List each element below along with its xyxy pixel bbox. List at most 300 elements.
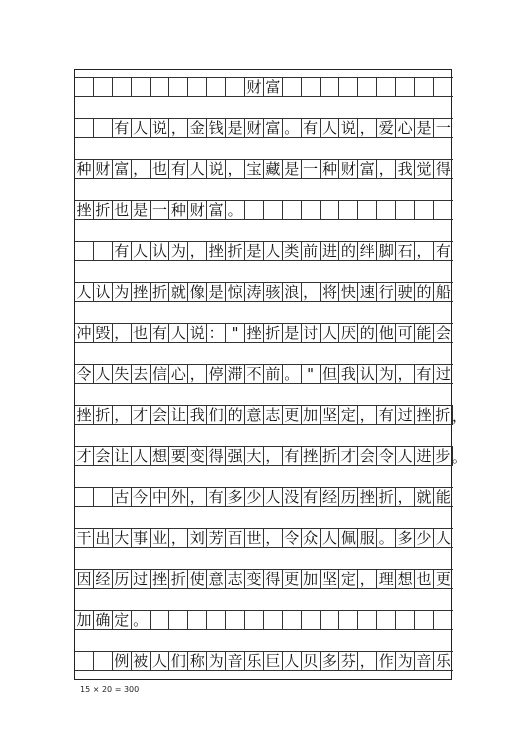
grid-cell: ： (207, 323, 226, 343)
grid-cell: 被 (132, 651, 151, 671)
grid-cell: 脚 (377, 241, 396, 261)
grid-cell: 我 (188, 405, 207, 425)
text-row (75, 569, 453, 589)
grid-cell (264, 200, 283, 220)
grid-cell: 挫 (207, 241, 226, 261)
grid-cell: ， (358, 405, 377, 425)
grid-cell: 音 (226, 651, 245, 671)
text-row (75, 405, 468, 425)
grid-cell: 历 (113, 569, 132, 589)
grid-cell: 我 (396, 159, 415, 179)
grid-cell: ， (169, 528, 188, 548)
grid-cell: 折 (264, 323, 283, 343)
grid-cell: 得 (264, 569, 283, 589)
grid-cell (283, 200, 302, 220)
grid-cell: 众 (302, 528, 321, 548)
grid-cell: 一 (435, 118, 451, 137)
grid-cell: 有 (435, 241, 451, 260)
grid-cell: 挫 (358, 487, 377, 507)
grid-cell: 认 (358, 364, 377, 384)
grid-cell: 作 (377, 651, 396, 671)
grid-cell (396, 77, 415, 97)
grid-cell (264, 610, 283, 630)
grid-cell: 有 (169, 159, 188, 179)
grid-cell: ， (358, 569, 377, 589)
grid-cell: 惊 (226, 282, 245, 302)
grid-cell: 富 (113, 159, 132, 179)
grid-cell: 刘 (188, 528, 207, 548)
grid-cell (75, 651, 94, 671)
grid-cell: 确 (94, 610, 113, 630)
grid-cell: 滞 (226, 364, 245, 384)
grid-cell: 富 (264, 118, 283, 138)
grid-cell: 财 (245, 77, 264, 97)
grid-cell: 失 (113, 364, 132, 384)
grid-cell (415, 610, 434, 630)
grid-cell: 服 (358, 528, 377, 548)
grid-cell (132, 77, 151, 97)
overflow-punctuation: 。 (452, 447, 468, 466)
grid-cell: 的 (415, 282, 434, 302)
grid-cell: 古 (113, 487, 132, 507)
text-row (75, 446, 468, 466)
grid-cell: 前 (302, 241, 321, 261)
grid-cell: ， (415, 241, 434, 261)
grid-cell (226, 77, 245, 97)
grid-cell: 少 (415, 528, 434, 548)
grid-cell (377, 610, 396, 630)
grid-cell: 是 (132, 200, 151, 220)
grid-cell: 讨 (302, 323, 321, 343)
grid-cell: 也 (151, 159, 170, 179)
grid-cell: 认 (151, 241, 170, 261)
grid-cell: 得 (207, 446, 226, 466)
grid-cell: 更 (435, 569, 451, 588)
grid-cell: 财 (245, 118, 264, 138)
grid-cell: 折 (169, 569, 188, 589)
grid-cell: 骇 (264, 282, 283, 302)
grid-cell: 芬 (339, 651, 358, 671)
grid-cell: " (302, 364, 321, 384)
grid-cell (321, 77, 340, 97)
grid-cell: ， (132, 159, 151, 179)
grid-cell (321, 200, 340, 220)
grid-cell: 说 (151, 118, 170, 138)
grid-cell: 我 (339, 364, 358, 384)
grid-cell: 志 (264, 405, 283, 425)
grid-cell: 船 (435, 282, 451, 301)
grid-cell: 有 (151, 323, 170, 343)
grid-cell: 中 (151, 487, 170, 507)
grid-cell (169, 610, 188, 630)
grid-cell: 多 (321, 651, 340, 671)
grid-cell: 多 (396, 528, 415, 548)
grid-cell: 经 (94, 569, 113, 589)
grid-cell: 涛 (245, 282, 264, 302)
grid-cell (377, 77, 396, 97)
grid-cell (207, 77, 226, 97)
grid-cell: 加 (302, 405, 321, 425)
grid-cell: 例 (113, 651, 132, 671)
grid-cell: 变 (188, 446, 207, 466)
grid-cell: 类 (283, 241, 302, 261)
grid-cell: 说 (188, 323, 207, 343)
grid-cell: 有 (207, 487, 226, 507)
grid-cell: 人 (264, 487, 283, 507)
grid-cell (94, 487, 113, 507)
grid-cell: 挫 (302, 446, 321, 466)
grid-cell: 才 (339, 446, 358, 466)
grid-cell (283, 77, 302, 97)
grid-cell (188, 77, 207, 97)
grid-cell: ， (188, 241, 207, 261)
grid-cell: 会 (358, 446, 377, 466)
grid-cell: 种 (321, 159, 340, 179)
text-row (75, 323, 453, 343)
grid-cell: 贝 (302, 651, 321, 671)
grid-cell: 令 (377, 446, 396, 466)
grid-cell: 多 (226, 487, 245, 507)
grid-cell: 定 (113, 610, 132, 630)
grid-cell: 挫 (75, 200, 94, 220)
grid-cell (339, 77, 358, 97)
grid-cell (151, 77, 170, 97)
grid-cell: 志 (226, 569, 245, 589)
grid-cell (302, 77, 321, 97)
grid-cell: 财 (94, 159, 113, 179)
grid-cell (283, 610, 302, 630)
grid-cell: 进 (321, 241, 340, 261)
grid-cell: 。 (226, 200, 245, 220)
grid-cell: 停 (207, 364, 226, 384)
grid-cell: 一 (302, 159, 321, 179)
grid-cell (94, 77, 113, 97)
grid-cell (75, 241, 94, 261)
grid-cell (434, 77, 453, 97)
grid-cell: 是 (207, 282, 226, 302)
text-row (75, 487, 453, 507)
grid-cell (94, 241, 113, 261)
grid-cell: 加 (302, 569, 321, 589)
grid-cell: 人 (264, 241, 283, 261)
grid-cell: ， (169, 118, 188, 138)
grid-cell: 快 (339, 282, 358, 302)
grid-cell (245, 200, 264, 220)
grid-cell: ， (188, 487, 207, 507)
grid-cell: 爱 (377, 118, 396, 138)
grid-cell: 会 (151, 405, 170, 425)
grid-cell: 人 (188, 159, 207, 179)
grid-cell: 挫 (415, 405, 434, 425)
grid-cell: ， (302, 282, 321, 302)
grid-cell: 认 (94, 282, 113, 302)
grid-cell: 有 (415, 364, 434, 384)
grid-cell: 就 (169, 282, 188, 302)
grid-cell (358, 77, 377, 97)
grid-cell: 变 (245, 569, 264, 589)
overflow-punctuation: ， (452, 406, 468, 425)
grid-cell (75, 77, 94, 97)
grid-cell: 浪 (283, 282, 302, 302)
grid-cell: 令 (283, 528, 302, 548)
grid-cell: 是 (245, 241, 264, 261)
grid-cell: 说 (339, 118, 358, 138)
grid-cell: 佩 (339, 528, 358, 548)
grid-cell: 觉 (415, 159, 434, 179)
text-row (75, 241, 453, 261)
title-row (75, 77, 453, 97)
grid-cell: 信 (151, 364, 170, 384)
grid-cell: 才 (132, 405, 151, 425)
text-row (75, 364, 453, 384)
grid-cell: 加 (75, 610, 94, 630)
grid-cell: 藏 (264, 159, 283, 179)
grid-cell: 强 (226, 446, 245, 466)
grid-cell (94, 118, 113, 138)
grid-cell: 世 (245, 528, 264, 548)
grid-cell: ， (358, 118, 377, 138)
grid-cell: 的 (339, 241, 358, 261)
grid-cell: 的 (226, 405, 245, 425)
grid-cell: ， (188, 364, 207, 384)
grid-cell: 人 (132, 241, 151, 261)
grid-cell: 人 (321, 528, 340, 548)
grid-cell: 能 (435, 487, 451, 506)
grid-cell: 挫 (151, 569, 170, 589)
grid-cell: 冲 (75, 323, 94, 343)
grid-cell: 大 (245, 446, 264, 466)
text-row (75, 282, 453, 302)
grid-cell: 乐 (245, 651, 264, 671)
grid-cell: 像 (188, 282, 207, 302)
grid-cell: 历 (339, 487, 358, 507)
grid-cell: ， (264, 528, 283, 548)
grid-cell: 步 (434, 446, 453, 466)
grid-cell (75, 487, 94, 507)
grid-cell (302, 610, 321, 630)
grid-cell: ， (113, 323, 132, 343)
grid-cell (377, 200, 396, 220)
grid-cell (245, 610, 264, 630)
grid-cell: 折 (226, 241, 245, 261)
grid-cell (321, 610, 340, 630)
text-row (75, 159, 453, 179)
grid-cell: 折 (151, 282, 170, 302)
grid-cell: 也 (132, 323, 151, 343)
grid-cell: 们 (169, 651, 188, 671)
grid-cell: 富 (264, 77, 283, 97)
grid-cell: 经 (321, 487, 340, 507)
grid-cell: ， (377, 159, 396, 179)
grid-cell: 有 (283, 446, 302, 466)
grid-cell: 使 (188, 569, 207, 589)
grid-cell: 富 (358, 159, 377, 179)
grid-cell (302, 200, 321, 220)
grid-cell: 更 (283, 569, 302, 589)
grid-cell (396, 610, 415, 630)
grid-cell: ， (396, 364, 415, 384)
grid-cell: 财 (339, 159, 358, 179)
grid-cell: 过 (435, 364, 451, 383)
grid-cell: 心 (396, 118, 415, 138)
grid-cell (75, 118, 94, 138)
grid-cell: 意 (207, 569, 226, 589)
grid-cell: 。 (377, 528, 396, 548)
grid-cell: 今 (132, 487, 151, 507)
grid-cell (226, 610, 245, 630)
grid-cell: ， (358, 651, 377, 671)
grid-cell: 会 (94, 446, 113, 466)
grid-cell: 有 (377, 405, 396, 425)
grid-cell: 人 (151, 651, 170, 671)
grid-cell (113, 77, 132, 97)
grid-cell: 想 (151, 446, 170, 466)
grid-count-note: 15 × 20 = 300 (80, 685, 140, 694)
grid-cell: 让 (113, 446, 132, 466)
grid-cell: 毁 (94, 323, 113, 343)
grid-cell: 有 (113, 241, 132, 261)
grid-cell: 就 (415, 487, 434, 507)
grid-cell: 一 (151, 200, 170, 220)
grid-cell (169, 77, 188, 97)
grid-cell: 为 (396, 651, 415, 671)
grid-cell: 令 (75, 364, 94, 384)
text-row (75, 118, 453, 138)
grid-cell: 。 (283, 118, 302, 138)
text-row (75, 651, 453, 671)
grid-cell: 。 (132, 610, 151, 630)
grid-cell: 理 (377, 569, 396, 589)
grid-cell (358, 610, 377, 630)
grid-cell: 人 (321, 323, 340, 343)
grid-cell: ， (226, 159, 245, 179)
grid-cell: 是 (226, 118, 245, 138)
grid-cell: 没 (283, 487, 302, 507)
grid-cell (415, 200, 434, 220)
grid-cell: 种 (169, 200, 188, 220)
grid-cell: 乐 (435, 651, 451, 670)
grid-cell: 厌 (339, 323, 358, 343)
grid-cell: 进 (415, 446, 434, 466)
grid-cell: " (226, 323, 245, 343)
grid-cell: 过 (396, 405, 415, 425)
grid-cell: 称 (188, 651, 207, 671)
grid-cell: 驶 (396, 282, 415, 302)
grid-cell: 坚 (321, 569, 340, 589)
text-row (75, 528, 453, 548)
grid-cell: 有 (302, 487, 321, 507)
grid-cell: 人 (435, 528, 451, 547)
grid-cell: 可 (396, 323, 415, 343)
grid-cell: 为 (113, 282, 132, 302)
grid-cell: 人 (283, 651, 302, 671)
grid-cell: 人 (132, 118, 151, 138)
grid-cell: 富 (207, 200, 226, 220)
grid-cell: 折 (94, 200, 113, 220)
grid-cell: 但 (321, 364, 340, 384)
grid-cell: 绊 (358, 241, 377, 261)
grid-cell: 折 (434, 405, 453, 425)
grid-cell: 人 (94, 364, 113, 384)
grid-cell (415, 77, 434, 97)
grid-cell: 会 (435, 323, 451, 342)
grid-cell: 的 (358, 323, 377, 343)
grid-cell: 有 (302, 118, 321, 138)
grid-cell (339, 610, 358, 630)
grid-cell: 为 (169, 241, 188, 261)
grid-cell: 才 (75, 446, 94, 466)
grid-cell: 钱 (207, 118, 226, 138)
grid-cell: 种 (75, 159, 94, 179)
grid-cell: 折 (321, 446, 340, 466)
grid-cell (434, 200, 453, 220)
grid-cell: 定 (339, 569, 358, 589)
grid-cell: 人 (396, 446, 415, 466)
grid-cell: 要 (169, 446, 188, 466)
grid-cell: 外 (169, 487, 188, 507)
text-row (75, 200, 453, 220)
grid-cell: 为 (207, 651, 226, 671)
grid-cell: 是 (283, 159, 302, 179)
grid-cell: ， (396, 487, 415, 507)
grid-cell: 是 (415, 118, 434, 138)
grid-cell: 是 (283, 323, 302, 343)
grid-cell: 挫 (132, 282, 151, 302)
grid-cell: 得 (435, 159, 451, 178)
grid-cell: 金 (188, 118, 207, 138)
grid-cell: 事 (132, 528, 151, 548)
grid-cell: 因 (75, 569, 94, 589)
grid-cell: ， (113, 405, 132, 425)
grid-cell: 人 (132, 446, 151, 466)
grid-cell: 巨 (264, 651, 283, 671)
grid-cell: 过 (132, 569, 151, 589)
grid-cell: 芳 (207, 528, 226, 548)
grid-cell: 意 (245, 405, 264, 425)
grid-cell: 能 (415, 323, 434, 343)
grid-cell: 挫 (75, 405, 94, 425)
grid-cell: 们 (207, 405, 226, 425)
composition-sheet (74, 69, 468, 680)
grid-cell: 财 (188, 200, 207, 220)
grid-cell (151, 610, 170, 630)
grid-cell (358, 200, 377, 220)
grid-cell: 更 (283, 405, 302, 425)
grid-cell: 心 (169, 364, 188, 384)
grid-cell (396, 200, 415, 220)
grid-cell: 大 (113, 528, 132, 548)
grid-cell: 说 (207, 159, 226, 179)
grid-cell: 出 (94, 528, 113, 548)
grid-cell (339, 200, 358, 220)
grid-cell: 不 (245, 364, 264, 384)
grid-cell: 让 (169, 405, 188, 425)
grid-cell (94, 651, 113, 671)
grid-cell: 想 (396, 569, 415, 589)
grid-cell: 业 (151, 528, 170, 548)
grid-cell: 折 (377, 487, 396, 507)
grid-cell (188, 610, 207, 630)
grid-cell: 也 (415, 569, 434, 589)
grid-cell: 石 (396, 241, 415, 261)
grid-cell: 宝 (245, 159, 264, 179)
grid-cell (434, 610, 453, 630)
grid-cell: 将 (321, 282, 340, 302)
grid-cell: 百 (226, 528, 245, 548)
grid-cell (207, 610, 226, 630)
text-row (75, 610, 453, 630)
grid-cell: 为 (377, 364, 396, 384)
